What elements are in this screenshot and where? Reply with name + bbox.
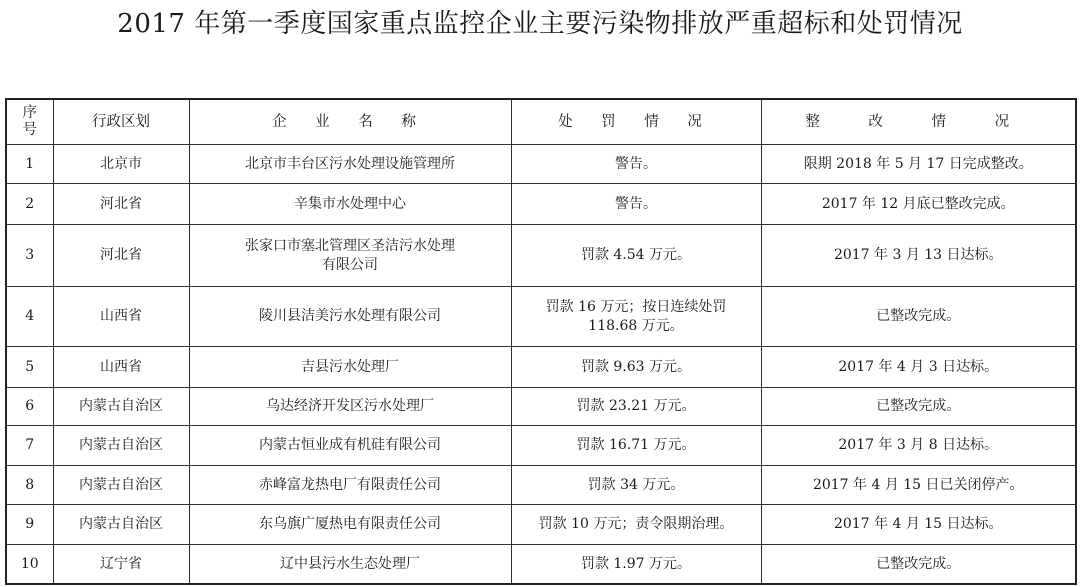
cell-penalty: 警告。 xyxy=(511,145,761,184)
cell-seq: 2 xyxy=(6,184,53,225)
cell-company: 北京市丰台区污水处理设施管理所 xyxy=(189,145,511,184)
cell-seq: 9 xyxy=(6,505,53,545)
table-row xyxy=(6,426,1076,466)
penalty-table xyxy=(5,98,1077,585)
header-rectification: 整 改 情 况 xyxy=(761,99,1076,145)
cell-penalty: 罚款 1.97 万元。 xyxy=(511,545,761,585)
header-company: 企 业 名 称 xyxy=(189,99,511,145)
cell-company: 内蒙古恒业成有机硅有限公司 xyxy=(189,426,511,466)
table-row xyxy=(6,466,1076,505)
cell-seq: 6 xyxy=(6,388,53,426)
cell-company: 赤峰富龙热电厂有限责任公司 xyxy=(189,466,511,505)
cell-rectification: 已整改完成。 xyxy=(761,388,1076,426)
cell-region: 内蒙古自治区 xyxy=(53,388,189,426)
cell-rectification: 2017 年 3 月 13 日达标。 xyxy=(761,225,1076,287)
table-row xyxy=(6,347,1076,388)
cell-region: 北京市 xyxy=(53,145,189,184)
cell-seq: 5 xyxy=(6,347,53,388)
cell-region: 内蒙古自治区 xyxy=(53,466,189,505)
cell-company xyxy=(189,225,511,287)
cell-seq: 1 xyxy=(6,145,53,184)
cell-company: 陵川县洁美污水处理有限公司 xyxy=(189,287,511,347)
table-row xyxy=(6,505,1076,545)
cell-rectification: 已整改完成。 xyxy=(761,545,1076,585)
cell-company-line1: 张家口市塞北管理区圣洁污水处理 xyxy=(245,237,455,254)
table-header-row xyxy=(6,99,1076,145)
cell-region: 山西省 xyxy=(53,287,189,347)
header-seq xyxy=(6,99,53,145)
cell-company: 东乌旗广厦热电有限责任公司 xyxy=(189,505,511,545)
cell-penalty-line1: 罚款 16 万元；按日连续处罚 xyxy=(545,298,727,315)
cell-penalty: 罚款 10 万元；责令限期治理。 xyxy=(511,505,761,545)
cell-seq: 8 xyxy=(6,466,53,505)
cell-rectification: 2017 年 12 月底已整改完成。 xyxy=(761,184,1076,225)
table-row xyxy=(6,184,1076,225)
cell-region: 山西省 xyxy=(53,347,189,388)
cell-company: 乌达经济开发区污水处理厂 xyxy=(189,388,511,426)
cell-seq: 10 xyxy=(6,545,53,585)
cell-penalty: 警告。 xyxy=(511,184,761,225)
cell-region: 辽宁省 xyxy=(53,545,189,585)
cell-seq: 4 xyxy=(6,287,53,347)
cell-company: 辽中县污水生态处理厂 xyxy=(189,545,511,585)
cell-company: 辛集市水处理中心 xyxy=(189,184,511,225)
cell-penalty: 罚款 23.21 万元。 xyxy=(511,388,761,426)
table-row xyxy=(6,545,1076,585)
cell-penalty: 罚款 16.71 万元。 xyxy=(511,426,761,466)
cell-rectification: 2017 年 4 月 15 日达标。 xyxy=(761,505,1076,545)
cell-company: 吉县污水处理厂 xyxy=(189,347,511,388)
cell-seq: 3 xyxy=(6,225,53,287)
page-title: 2017 年第一季度国家重点监控企业主要污染物排放严重超标和处罚情况 xyxy=(117,9,963,39)
cell-region: 河北省 xyxy=(53,184,189,225)
cell-penalty xyxy=(511,287,761,347)
cell-penalty: 罚款 4.54 万元。 xyxy=(511,225,761,287)
table-row xyxy=(6,388,1076,426)
table-row xyxy=(6,225,1076,287)
table-row xyxy=(6,287,1076,347)
cell-rectification: 2017 年 3 月 8 日达标。 xyxy=(761,426,1076,466)
cell-penalty: 罚款 34 万元。 xyxy=(511,466,761,505)
table-row xyxy=(6,145,1076,184)
cell-rectification: 已整改完成。 xyxy=(761,287,1076,347)
cell-rectification: 2017 年 4 月 15 日已关闭停产。 xyxy=(761,466,1076,505)
header-seq-line2: 号 xyxy=(22,122,37,138)
header-penalty: 处 罚 情 况 xyxy=(511,99,761,145)
cell-rectification: 2017 年 4 月 3 日达标。 xyxy=(761,347,1076,388)
cell-region: 河北省 xyxy=(53,225,189,287)
cell-region: 内蒙古自治区 xyxy=(53,505,189,545)
penalty-table-container xyxy=(5,98,1075,585)
cell-company-line2: 有限公司 xyxy=(322,256,378,273)
cell-penalty-line2: 118.68 万元。 xyxy=(588,317,684,334)
cell-seq: 7 xyxy=(6,426,53,466)
cell-region: 内蒙古自治区 xyxy=(53,426,189,466)
header-seq-line1: 序 xyxy=(22,105,37,121)
cell-rectification: 限期 2018 年 5 月 17 日完成整改。 xyxy=(761,145,1076,184)
header-region: 行政区划 xyxy=(53,99,189,145)
cell-penalty: 罚款 9.63 万元。 xyxy=(511,347,761,388)
